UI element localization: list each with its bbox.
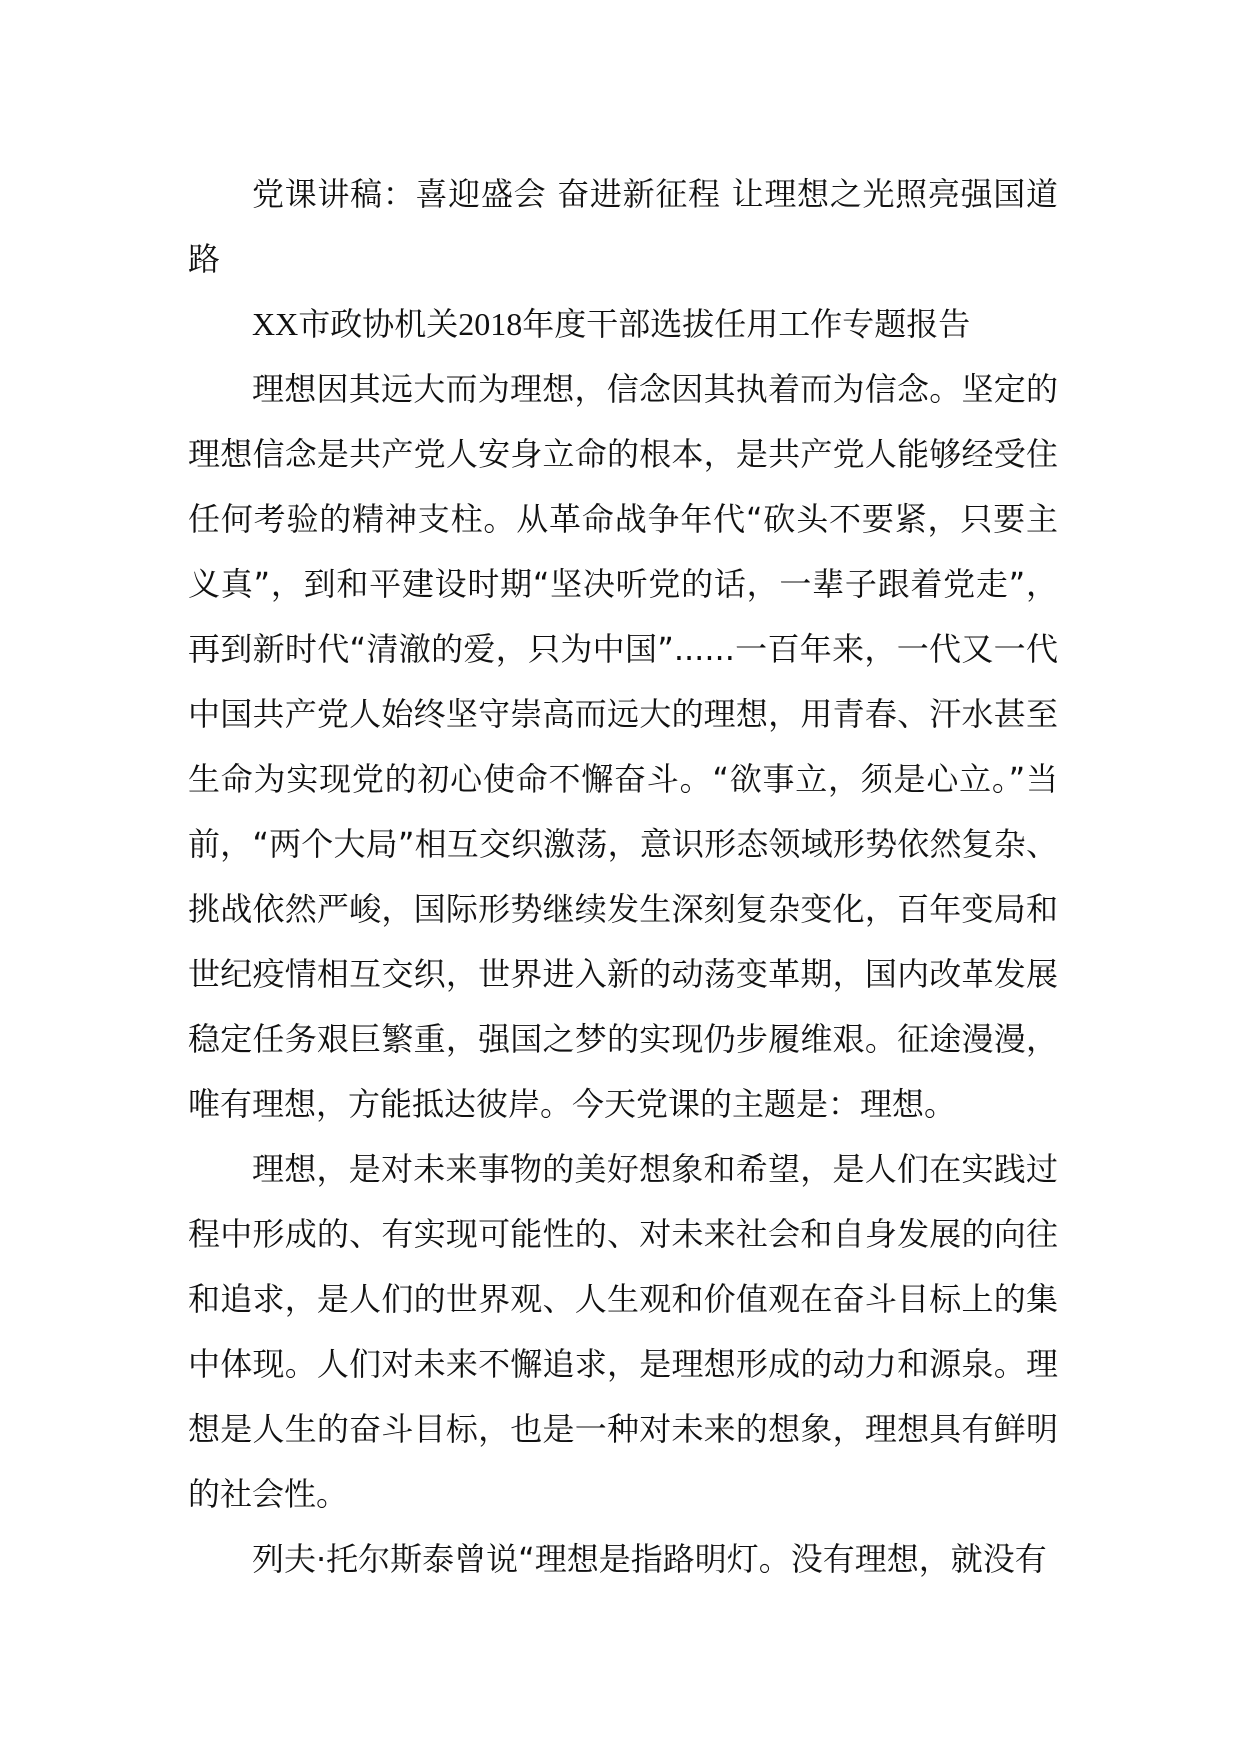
document-body [188,162,1058,1592]
document-title: 党课讲稿：喜迎盛会 奋进新征程 让理想之光照亮强国道路 [188,175,1058,278]
paragraph-2: 理想，是对未来事物的美好想象和希望，是人们在实践过程中形成的、有实现可能性的、对未来社会和自身发展的向往和追求，是人们的世界观、人生观和价值观在奋斗目标上的集中体现。人们对未来不懈追求，是理想形成的动力和源泉。理想是人生的奋斗目标，也是一种对未来的想象，理想具有鲜明的社会性。 [188,1150,1058,1513]
paragraph-3: 列夫·托尔斯泰曾说“理想是指路明灯。没有理想，就没有 [252,1540,1047,1578]
document-subtitle: XX市政协机关2018年度干部选拔任用工作专题报告 [252,306,971,342]
paragraph-1: 理想因其远大而为理想，信念因其执着而为信念。坚定的理想信念是共产党人安身立命的根本，是共产党人能够经受住任何考验的精神支柱。从革命战争年代“砍头不要紧，只要主义真”，到和平建设时期“坚决听党的话，一辈子跟着党走”，再到新时代“清澈的爱，只为中国”......一百年来，一代又一代中国共产党人始终坚守崇高而远大的理想，用青春、汗水甚至生命为实现党的初心使命不懈奋斗。“欲事立，须是心立。”当前，“两个大局”相互交织激荡，意识形态领域形势依然复杂、挑战依然严峻，国际形势继续发生深刻复杂变化，百年变局和世纪疫情相互交织，世界进入新的动荡变革期，国内改革发展稳定任务艰巨繁重，强国之梦的实现仍步履维艰。征途漫漫，唯有理想，方能抵达彼岸。今天党课的主题是：理想。 [188,370,1058,1123]
